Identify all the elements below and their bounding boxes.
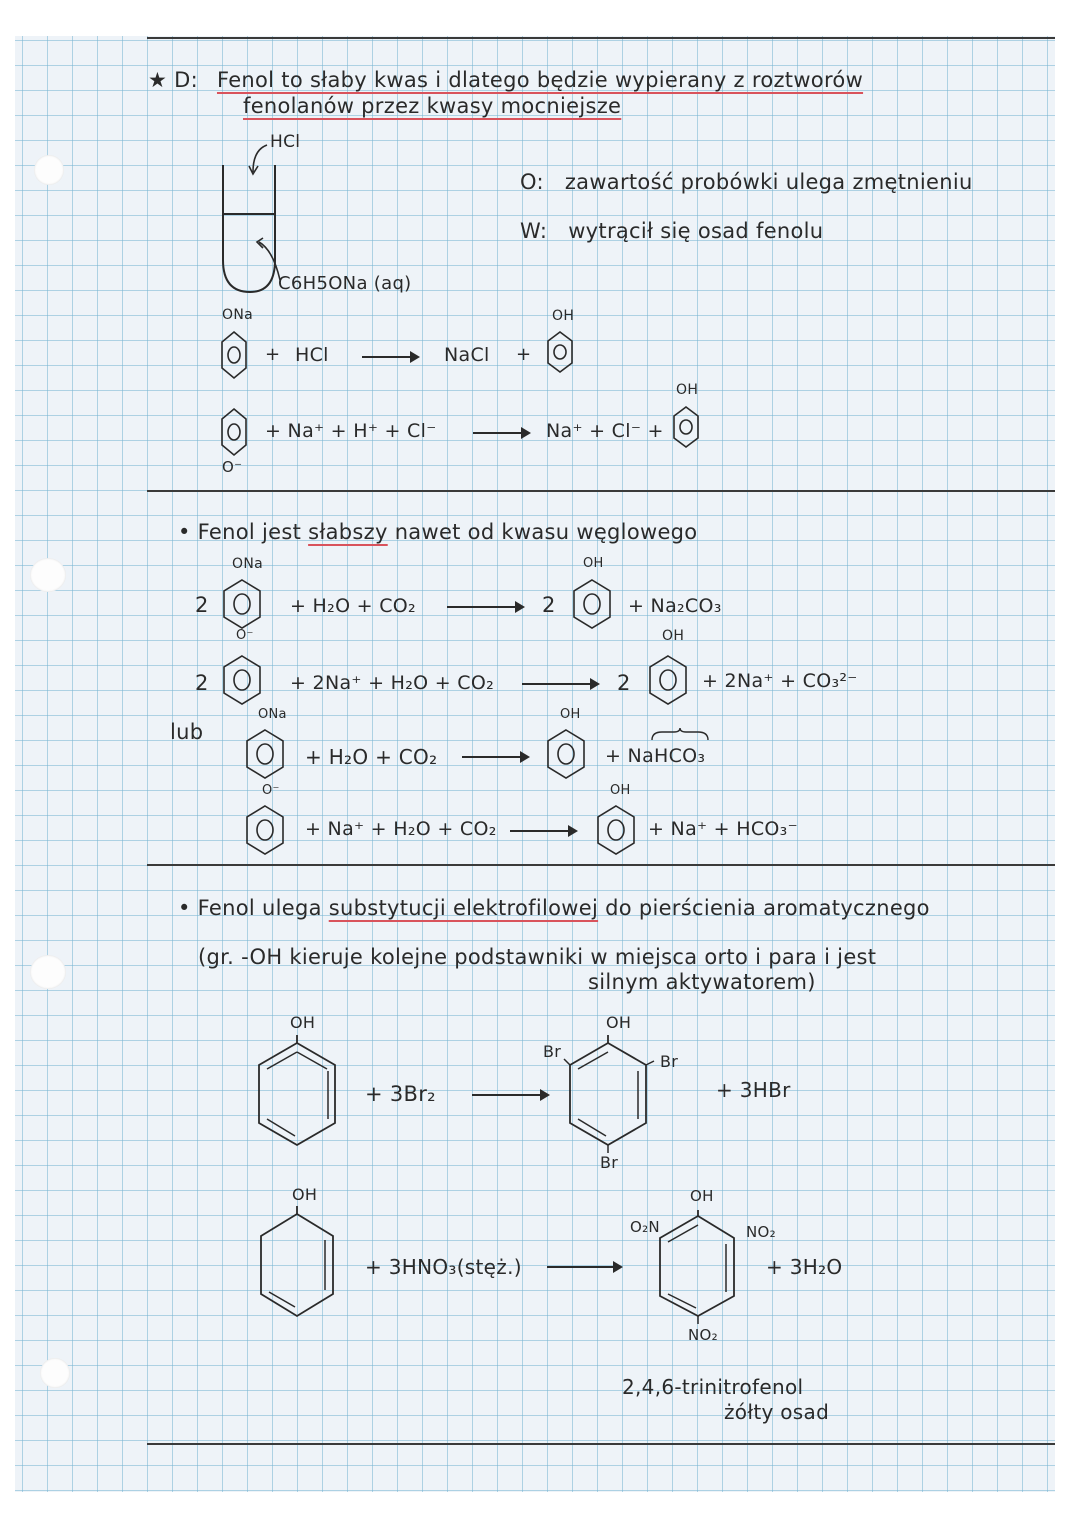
product-oh: OH — [606, 1013, 632, 1032]
substituent-oh: OH — [290, 1013, 316, 1032]
binder-hole — [34, 155, 64, 185]
tribromophenol-structure-icon — [568, 1035, 652, 1155]
reaction-arrow — [510, 830, 576, 832]
benzene-ring-icon — [245, 804, 285, 856]
substituent-oh: OH — [662, 628, 685, 644]
product-br-bottom: Br — [600, 1153, 619, 1172]
brace-mark — [650, 728, 710, 742]
alternative-label: lub — [170, 720, 204, 744]
substituent-oh: OH — [610, 783, 631, 798]
ionic-products: Na⁺ + Cl⁻ + — [546, 420, 664, 442]
product-oh: OH — [690, 1187, 714, 1205]
byproduct-water: + 3H₂O — [766, 1255, 843, 1279]
binder-hole — [40, 1358, 70, 1388]
graph-paper-sheet — [15, 36, 1055, 1492]
plus: + — [265, 344, 281, 365]
product-name: 2,4,6-trinitrofenol — [622, 1375, 804, 1399]
benzene-ring-icon — [648, 654, 688, 706]
reagent-bromine: + 3Br₂ — [365, 1082, 436, 1106]
reaction-arrow — [472, 1094, 548, 1096]
ionic-reagents: + Na⁺ + H⁺ + Cl⁻ — [265, 420, 437, 442]
products: + Na₂CO₃ — [628, 595, 722, 617]
section-2-heading: • Fenol jest słabszy nawet od kwasu węglowego — [178, 520, 698, 544]
star-icon: ★ — [148, 68, 168, 92]
header-line-2: fenolanów przez kwasy mocniejsze — [243, 94, 622, 118]
reaction-arrow — [462, 756, 528, 758]
substituent-oh: OH — [560, 707, 581, 722]
reagents: + H₂O + CO₂ — [290, 595, 416, 617]
product-no2-bottom: NO₂ — [688, 1326, 718, 1344]
reaction-arrow — [447, 606, 523, 608]
benzene-ring-icon — [546, 728, 586, 780]
substituent-ona: ONa — [258, 707, 287, 722]
product-br-left: Br — [543, 1042, 562, 1061]
coefficient: 2 — [195, 593, 209, 617]
section-3-note-line-2: silnym aktywatorem) — [588, 970, 816, 994]
coefficient: 2 — [617, 671, 631, 695]
section-label: D: — [174, 68, 198, 92]
substituent-oh: OH — [583, 556, 604, 571]
phenol-structure-icon — [255, 1035, 339, 1155]
products: + NaHCO₃ — [605, 745, 706, 767]
benzene-ring-icon — [222, 654, 262, 706]
benzene-ring-icon — [220, 330, 248, 380]
reaction-arrow — [473, 432, 529, 434]
benzene-ring-icon — [596, 804, 636, 856]
reaction-arrow — [362, 356, 418, 358]
reagents: + Na⁺ + H₂O + CO₂ — [305, 818, 497, 840]
reagent-phenolate-label: C6H5ONa (aq) — [278, 273, 412, 294]
divider-bottom — [147, 1443, 1055, 1445]
benzene-ring-icon — [546, 330, 574, 374]
binder-hole — [30, 558, 66, 592]
reagents: + 2Na⁺ + H₂O + CO₂ — [290, 672, 495, 694]
product-nacl: NaCl — [444, 344, 490, 366]
benzene-ring-icon — [222, 578, 262, 630]
benzene-ring-icon — [220, 407, 248, 457]
divider-2 — [147, 864, 1055, 866]
substituent-ona: ONa — [232, 556, 263, 572]
product-note: żółty osad — [724, 1400, 830, 1424]
section-3-note-line-1: (gr. -OH kieruje kolejne podstawniki w miejsca orto i para i jest — [198, 945, 877, 969]
section-header — [148, 68, 863, 92]
header-line-1: Fenol to słaby kwas i dlatego będzie wypierany z roztworów — [216, 68, 864, 92]
binder-hole — [30, 955, 66, 989]
substituent-o-minus: O⁻ — [222, 458, 243, 476]
substituent-ona: ONa — [222, 307, 253, 323]
substituent-oh: OH — [676, 382, 699, 398]
phenol-structure-icon — [257, 1206, 337, 1326]
divider-1 — [147, 490, 1055, 492]
plus: + — [516, 344, 532, 365]
substituent-oh: OH — [552, 308, 575, 324]
divider-top — [147, 37, 1055, 39]
substituent-o-minus: O⁻ — [262, 783, 280, 798]
observation: O: zawartość probówki ulega zmętnieniu — [520, 170, 973, 194]
coefficient: 2 — [195, 671, 209, 695]
products: + 2Na⁺ + CO₃²⁻ — [702, 670, 858, 692]
products: + Na⁺ + HCO₃⁻ — [648, 818, 798, 840]
reagent-hcl-label: HCl — [270, 132, 301, 152]
product-no2-left: O₂N — [630, 1218, 660, 1236]
product-br-right: Br — [660, 1052, 679, 1071]
trinitrophenol-structure-icon — [658, 1210, 738, 1326]
substituent-oh: OH — [292, 1185, 318, 1204]
reagents: + H₂O + CO₂ — [305, 745, 438, 769]
benzene-ring-icon — [572, 578, 612, 630]
reaction-arrow — [547, 1266, 621, 1268]
benzene-ring-icon — [245, 728, 285, 780]
substituent-o-minus: O⁻ — [236, 628, 254, 643]
byproduct-hbr: + 3HBr — [716, 1078, 791, 1102]
conclusion: W: wytrącił się osad fenolu — [520, 219, 824, 243]
reagent-nitric-acid: + 3HNO₃(stęż.) — [365, 1255, 522, 1279]
coefficient: 2 — [542, 593, 556, 617]
benzene-ring-icon — [672, 405, 700, 449]
product-no2-right: NO₂ — [746, 1223, 776, 1241]
reagent-hcl: HCl — [295, 344, 329, 366]
section-3-heading: • Fenol ulega substytucji elektrofilowej do pierścienia aromatycznego — [178, 896, 930, 920]
reaction-arrow — [522, 683, 598, 685]
